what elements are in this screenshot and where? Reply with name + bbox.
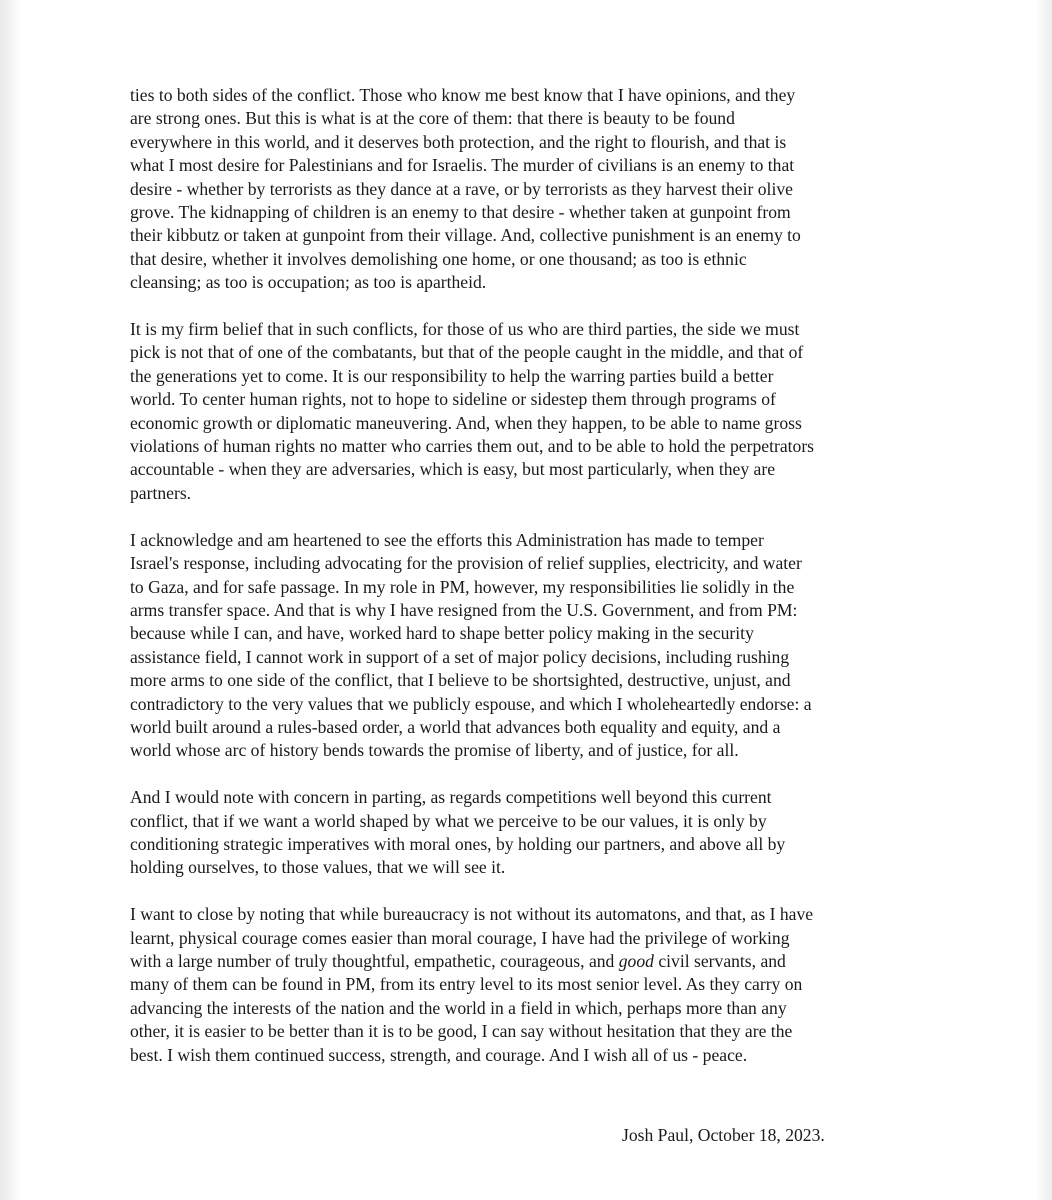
text-line: conflict, that if we want a world shaped by what we perceive to be our values, it is only by xyxy=(130,810,767,831)
text-line: to Gaza, and for safe passage. In my role in PM, however, my responsibilities lie solidly in the xyxy=(130,576,795,597)
signature-line: Josh Paul, October 18, 2023. xyxy=(622,1125,825,1145)
paragraph-1 xyxy=(130,84,920,295)
page-right-edge xyxy=(1036,0,1052,1200)
text-line: It is my firm belief that in such conflicts, for those of us who are third parties, the side we must xyxy=(130,319,800,340)
text-line: world. To center human rights, not to hope to sideline or sidestep them through programs of xyxy=(130,389,776,410)
letter-body xyxy=(130,84,920,1090)
text-line: conditioning strategic imperatives with moral ones, by holding our partners, and above all by xyxy=(130,833,786,854)
text-line: many of them can be found in PM, from its entry level to its most senior level. As they carry on xyxy=(130,974,803,995)
paragraph-5 xyxy=(130,903,920,1067)
text-line: other, it is easier to be better than it is to be good, I can say without hesitation that they are the xyxy=(130,1021,793,1042)
paragraph-2 xyxy=(130,318,920,505)
text-line: best. I wish them continued success, strength, and courage. And I wish all of us - peace. xyxy=(130,1044,748,1065)
text-line: arms transfer space. And that is why I have resigned from the U.S. Government, and from PM: xyxy=(130,599,798,620)
text-line: desire - whether by terrorists as they dance at a rave, or by terrorists as they harvest their olive xyxy=(130,178,793,199)
text-line: violations of human rights no matter who carries them out, and to be able to hold the perpetrators xyxy=(130,436,815,457)
text-line: learnt, physical courage comes easier than moral courage, I have had the privilege of working xyxy=(130,927,790,948)
text-line: pick is not that of one of the combatants, but that of the people caught in the middle, and that of xyxy=(130,342,804,363)
text-line: economic growth or diplomatic maneuvering. And, when they happen, to be able to name gross xyxy=(130,412,802,433)
text-line: cleansing; as too is occupation; as too is apartheid. xyxy=(130,272,487,293)
text-line: world whose arc of history bends towards the promise of liberty, and of justice, for all. xyxy=(130,740,739,761)
paragraph-3 xyxy=(130,529,920,763)
text-line: I acknowledge and am heartened to see the efforts this Administration has made to temper xyxy=(130,529,764,550)
text-line: And I would note with concern in parting, as regards competitions well beyond this current xyxy=(130,787,772,808)
text-line: what I most desire for Palestinians and for Israelis. The murder of civilians is an enemy to that xyxy=(130,155,795,176)
text-line: that desire, whether it involves demolishing one home, or one thousand; as too is ethnic xyxy=(130,248,747,269)
text-line: assistance field, I cannot work in support of a set of major policy decisions, including rushing xyxy=(130,646,790,667)
text-line: more arms to one side of the conflict, that I believe to be shortsighted, destructive, unjust, and xyxy=(130,670,791,691)
text-line: Israel's response, including advocating for the provision of relief supplies, electricity, and water xyxy=(130,553,802,574)
text-line: partners. xyxy=(130,482,192,503)
paragraph-4 xyxy=(130,786,920,880)
text-line: are strong ones. But this is what is at the core of them: that there is beauty to be found xyxy=(130,108,735,129)
text-line: I want to close by noting that while bureaucracy is not without its automatons, and that, as I have xyxy=(130,904,814,925)
page-left-edge xyxy=(0,0,22,1200)
text-line-with-emphasis xyxy=(130,950,920,973)
text-line: because while I can, and have, worked hard to shape better policy making in the security xyxy=(130,623,754,644)
text-line: holding ourselves, to those values, that we will see it. xyxy=(130,857,506,878)
text-line: everywhere in this world, and it deserves both protection, and the right to flourish, and that is xyxy=(130,131,787,152)
text-line: grove. The kidnapping of children is an enemy to that desire - whether taken at gunpoint from xyxy=(130,202,791,223)
text-line: contradictory to the very values that we publicly espouse, and which I wholeheartedly endorse: a xyxy=(130,693,812,714)
line-head: with a large number of truly thoughtful, empathetic, courageous, and xyxy=(130,950,615,971)
text-line: the generations yet to come. It is our responsibility to help the warring parties build a better xyxy=(130,365,774,386)
text-line: advancing the interests of the nation and the world in a field in which, perhaps more than any xyxy=(130,997,787,1018)
text-line: accountable - when they are adversaries, which is easy, but most particularly, when they are xyxy=(130,459,776,480)
line-tail: civil servants, and xyxy=(653,950,786,971)
text-line: their kibbutz or taken at gunpoint from their village. And, collective punishment is an enemy to xyxy=(130,225,801,246)
text-line: world built around a rules-based order, a world that advances both equality and equity, and a xyxy=(130,716,781,737)
text-line: ties to both sides of the conflict. Those who know me best know that I have opinions, and they xyxy=(130,85,796,105)
emphasized-word: good xyxy=(618,950,654,971)
